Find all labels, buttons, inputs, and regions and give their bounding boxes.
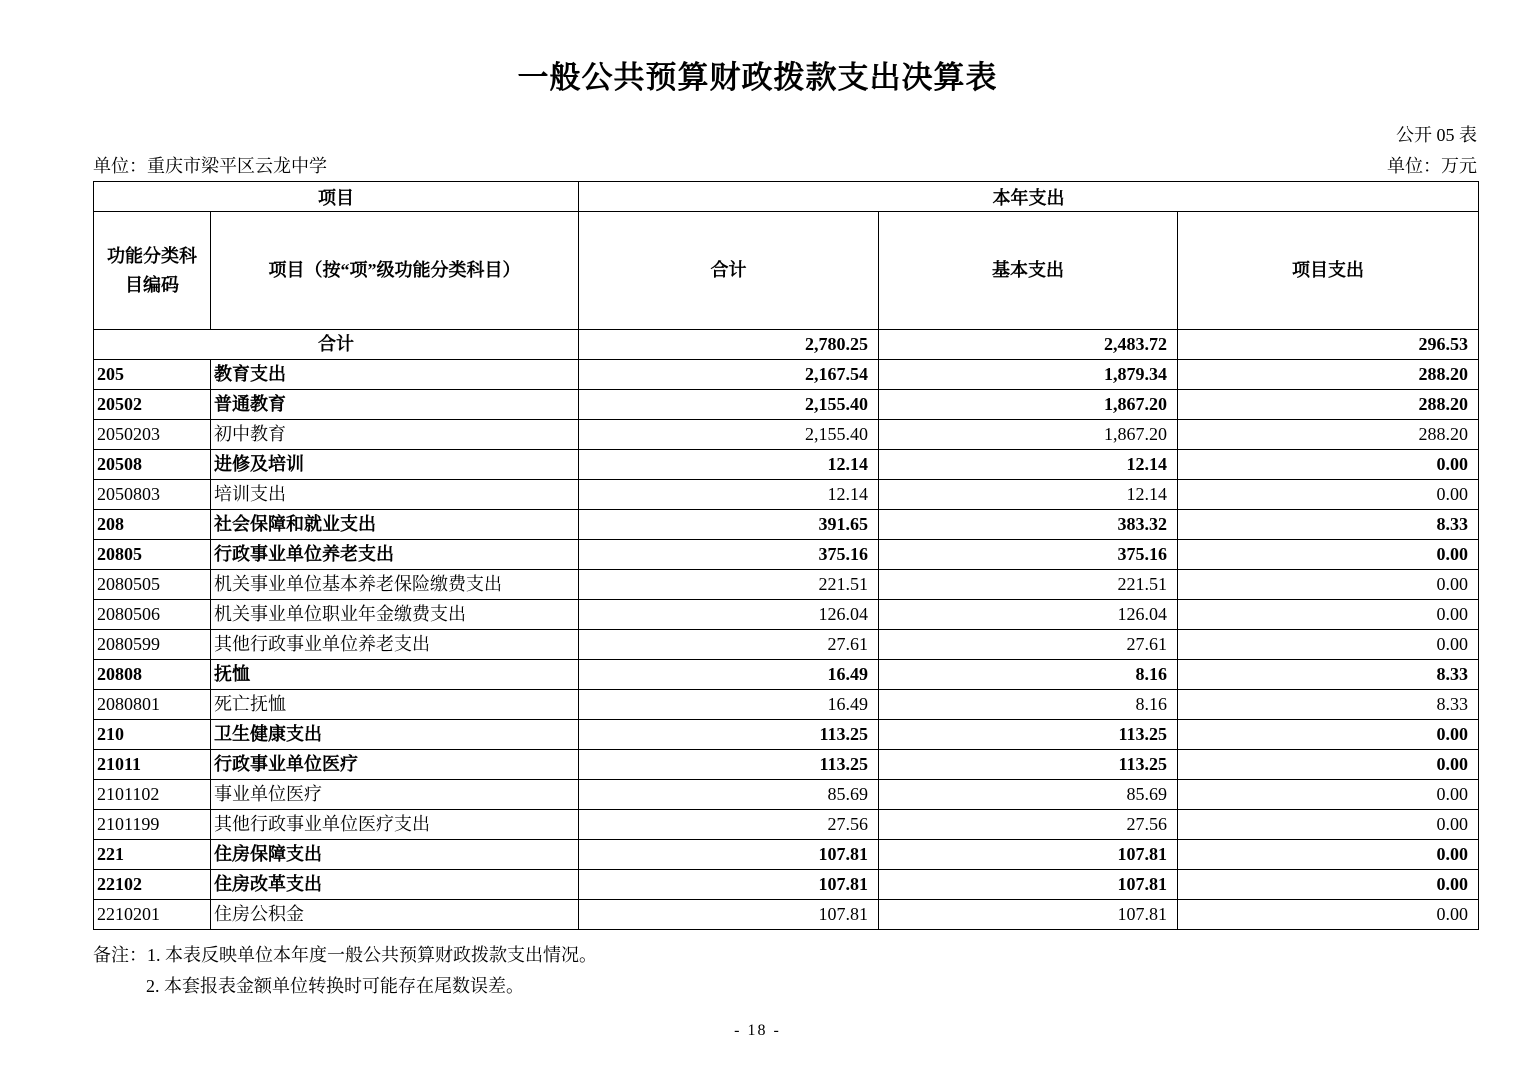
cell-total-amount: 221.51	[579, 570, 879, 600]
table-row	[94, 450, 1479, 480]
cell-total-amount: 391.65	[579, 510, 879, 540]
table-row	[94, 900, 1479, 930]
cell-project-expense: 0.00	[1178, 780, 1479, 810]
cell-function-code: 2101199	[94, 810, 211, 840]
header-col-basic: 基本支出	[879, 212, 1178, 330]
cell-total-amount: 12.14	[579, 450, 879, 480]
cell-project-expense: 8.33	[1178, 690, 1479, 720]
cell-project-expense: 288.20	[1178, 390, 1479, 420]
table-header-columns-row	[94, 212, 1479, 330]
org-unit-label: 单位：重庆市梁平区云龙中学	[93, 156, 327, 176]
cell-item-name: 进修及培训	[211, 450, 579, 480]
cell-project-expense: 8.33	[1178, 660, 1479, 690]
cell-project-expense: 0.00	[1178, 630, 1479, 660]
cell-item-name: 事业单位医疗	[211, 780, 579, 810]
cell-item-name: 住房公积金	[211, 900, 579, 930]
cell-project-expense: 0.00	[1178, 750, 1479, 780]
cell-total-amount: 113.25	[579, 720, 879, 750]
cell-function-code: 2210201	[94, 900, 211, 930]
header-col-total: 合计	[579, 212, 879, 330]
cell-item-name: 住房改革支出	[211, 870, 579, 900]
table-row	[94, 870, 1479, 900]
cell-basic-expense: 107.81	[879, 870, 1178, 900]
cell-total-amount: 126.04	[579, 600, 879, 630]
cell-function-code: 2080506	[94, 600, 211, 630]
table-row	[94, 600, 1479, 630]
table-row	[94, 780, 1479, 810]
cell-item-name: 住房保障支出	[211, 840, 579, 870]
cell-project-expense: 0.00	[1178, 840, 1479, 870]
cell-project-expense: 0.00	[1178, 570, 1479, 600]
cell-basic-expense: 8.16	[879, 660, 1178, 690]
cell-total-amount: 12.14	[579, 480, 879, 510]
cell-project-expense: 0.00	[1178, 720, 1479, 750]
cell-item-name: 初中教育	[211, 420, 579, 450]
cell-basic-expense: 1,879.34	[879, 360, 1178, 390]
table-row	[94, 810, 1479, 840]
cell-basic-expense: 12.14	[879, 480, 1178, 510]
cell-basic-expense: 375.16	[879, 540, 1178, 570]
cell-basic-expense: 1,867.20	[879, 390, 1178, 420]
cell-function-code: 20502	[94, 390, 211, 420]
cell-basic-expense: 12.14	[879, 450, 1178, 480]
cell-total-amount: 27.61	[579, 630, 879, 660]
note-text-1: 1. 本表反映单位本年度一般公共预算财政拨款支出情况。	[147, 945, 597, 965]
cell-project-expense: 0.00	[1178, 540, 1479, 570]
table-row	[94, 330, 1479, 360]
cell-item-name: 培训支出	[211, 480, 579, 510]
cell-total-amount: 16.49	[579, 690, 879, 720]
cell-item-name: 其他行政事业单位养老支出	[211, 630, 579, 660]
table-row	[94, 420, 1479, 450]
cell-function-code: 20808	[94, 660, 211, 690]
cell-basic-expense: 27.56	[879, 810, 1178, 840]
unit-row	[93, 152, 1477, 178]
note-text-2: 2. 本套报表金额单位转换时可能存在尾数误差。	[146, 976, 524, 996]
cell-total-amount: 107.81	[579, 840, 879, 870]
table-row	[94, 750, 1479, 780]
cell-function-code: 20805	[94, 540, 211, 570]
cell-item-name: 行政事业单位医疗	[211, 750, 579, 780]
cell-project-expense: 288.20	[1178, 360, 1479, 390]
header-col-project: 项目支出	[1178, 212, 1479, 330]
cell-item-name: 机关事业单位职业年金缴费支出	[211, 600, 579, 630]
cell-project-expense: 0.00	[1178, 600, 1479, 630]
cell-function-code: 2050803	[94, 480, 211, 510]
cell-basic-expense: 107.81	[879, 900, 1178, 930]
table-row	[94, 690, 1479, 720]
cell-function-code: 21011	[94, 750, 211, 780]
cell-function-code: 2080505	[94, 570, 211, 600]
cell-item-name: 死亡抚恤	[211, 690, 579, 720]
page-title: 一般公共预算财政拨款支出决算表	[517, 60, 998, 95]
cell-total-amount: 2,155.40	[579, 390, 879, 420]
cell-total-amount: 2,155.40	[579, 420, 879, 450]
cell-function-code: 210	[94, 720, 211, 750]
table-header-group-row	[94, 182, 1479, 212]
cell-item-name: 机关事业单位基本养老保险缴费支出	[211, 570, 579, 600]
header-col-code: 功能分类科目编码	[94, 212, 211, 330]
cell-total-amount: 107.81	[579, 900, 879, 930]
cell-item-name: 教育支出	[211, 360, 579, 390]
cell-project-expense: 0.00	[1178, 870, 1479, 900]
expense-table	[93, 181, 1479, 930]
cell-basic-expense: 221.51	[879, 570, 1178, 600]
table-row	[94, 720, 1479, 750]
cell-basic-expense: 107.81	[879, 840, 1178, 870]
table-row	[94, 360, 1479, 390]
notes-block	[93, 940, 1515, 1002]
note-line-2	[146, 971, 1515, 1002]
cell-item-name: 抚恤	[211, 660, 579, 690]
cell-basic-expense: 85.69	[879, 780, 1178, 810]
table-row	[94, 540, 1479, 570]
cell-item-name: 社会保障和就业支出	[211, 510, 579, 540]
page-number: - 18 -	[734, 1022, 781, 1039]
cell-function-code: 20508	[94, 450, 211, 480]
cell-project-expense: 288.20	[1178, 420, 1479, 450]
table-row	[94, 840, 1479, 870]
cell-project-expense: 0.00	[1178, 900, 1479, 930]
cell-item-name: 普通教育	[211, 390, 579, 420]
cell-basic-expense: 8.16	[879, 690, 1178, 720]
header-project-group: 项目	[94, 182, 579, 212]
cell-total-amount: 107.81	[579, 870, 879, 900]
cell-basic-expense: 383.32	[879, 510, 1178, 540]
cell-basic-expense: 27.61	[879, 630, 1178, 660]
expense-table-body	[94, 330, 1479, 930]
cell-function-code: 2050203	[94, 420, 211, 450]
table-row	[94, 390, 1479, 420]
cell-project-expense: 0.00	[1178, 810, 1479, 840]
cell-basic-expense: 113.25	[879, 720, 1178, 750]
note-line-1	[93, 940, 1515, 971]
table-row	[94, 630, 1479, 660]
table-row	[94, 660, 1479, 690]
header-year-expense-group: 本年支出	[579, 182, 1479, 212]
cell-total-amount: 16.49	[579, 660, 879, 690]
cell-item-name: 行政事业单位养老支出	[211, 540, 579, 570]
cell-function-code: 2101102	[94, 780, 211, 810]
cell-basic-expense: 1,867.20	[879, 420, 1178, 450]
cell-project-expense: 8.33	[1178, 510, 1479, 540]
table-code-label: 公开 05 表	[1396, 125, 1477, 145]
cell-basic-expense: 126.04	[879, 600, 1178, 630]
cell-grand-total-label: 合计	[94, 330, 579, 360]
cell-function-code: 205	[94, 360, 211, 390]
cell-total-amount: 375.16	[579, 540, 879, 570]
cell-total-amount: 113.25	[579, 750, 879, 780]
cell-total-amount: 2,167.54	[579, 360, 879, 390]
cell-project-expense: 0.00	[1178, 480, 1479, 510]
cell-function-code: 221	[94, 840, 211, 870]
table-row	[94, 510, 1479, 540]
cell-total-amount: 2,780.25	[579, 330, 879, 360]
currency-unit-label: 单位：万元	[1387, 156, 1477, 176]
cell-total-amount: 85.69	[579, 780, 879, 810]
cell-total-amount: 27.56	[579, 810, 879, 840]
notes-label: 备注：	[93, 945, 147, 965]
cell-function-code: 208	[94, 510, 211, 540]
cell-function-code: 2080599	[94, 630, 211, 660]
cell-function-code: 2080801	[94, 690, 211, 720]
header-col-item: 项目（按“项”级功能分类科目）	[211, 212, 579, 330]
cell-basic-expense: 113.25	[879, 750, 1178, 780]
table-row	[94, 480, 1479, 510]
cell-function-code: 22102	[94, 870, 211, 900]
cell-project-expense: 296.53	[1178, 330, 1479, 360]
cell-basic-expense: 2,483.72	[879, 330, 1178, 360]
cell-item-name: 其他行政事业单位医疗支出	[211, 810, 579, 840]
cell-project-expense: 0.00	[1178, 450, 1479, 480]
cell-item-name: 卫生健康支出	[211, 720, 579, 750]
table-row	[94, 570, 1479, 600]
